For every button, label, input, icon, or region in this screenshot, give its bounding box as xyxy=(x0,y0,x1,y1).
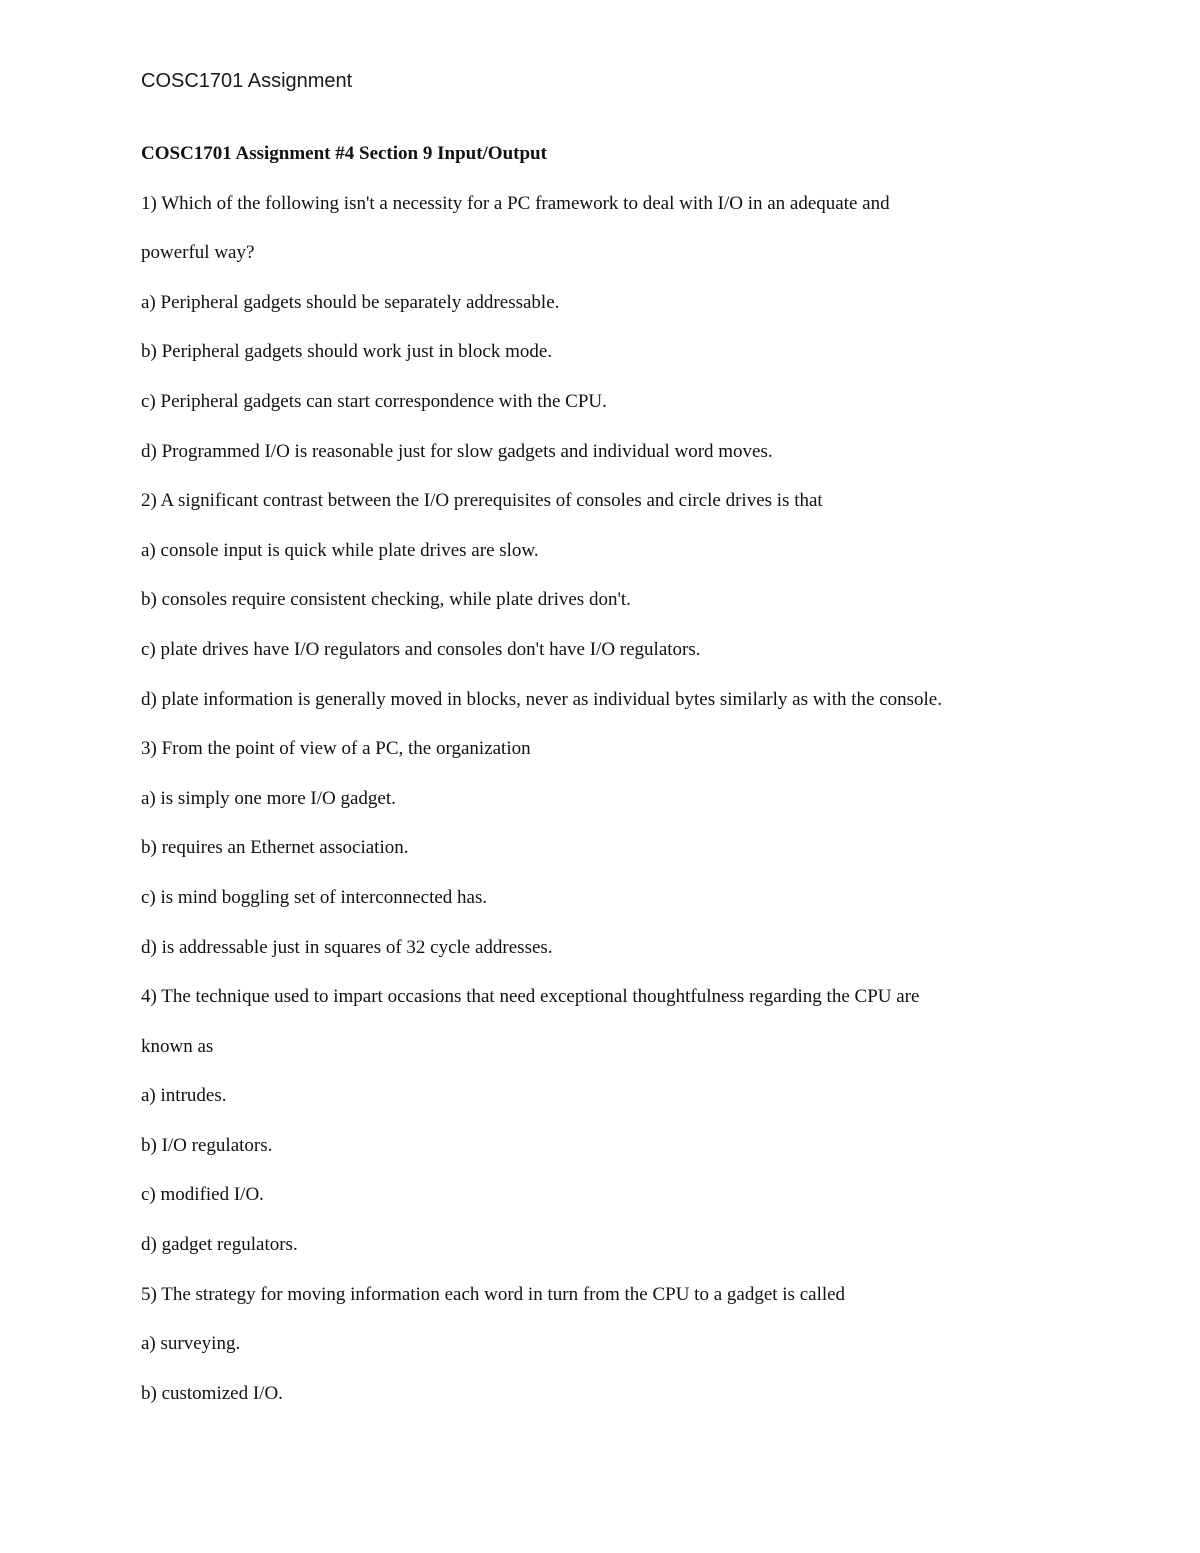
question-4-option-d: d) gadget regulators. xyxy=(141,1234,298,1256)
question-4-option-c: c) modified I/O. xyxy=(141,1184,264,1206)
question-5-option-a: a) surveying. xyxy=(141,1333,241,1355)
question-3-option-b: b) requires an Ethernet association. xyxy=(141,837,409,859)
question-3: 3) From the point of view of a PC, the organization xyxy=(141,738,531,760)
document-body xyxy=(141,140,1141,1429)
question-1-option-d: d) Programmed I/O is reasonable just for slow gadgets and individual word moves. xyxy=(141,440,773,462)
question-5-option-b: b) customized I/O. xyxy=(141,1382,283,1404)
question-4-line-2: known as xyxy=(141,1035,214,1057)
question-4-option-b: b) I/O regulators. xyxy=(141,1134,273,1156)
question-4-option-a: a) intrudes. xyxy=(141,1085,227,1107)
question-1-line-2: powerful way? xyxy=(141,242,255,264)
question-3-option-a: a) is simply one more I/O gadget. xyxy=(141,787,396,809)
question-1-option-a: a) Peripheral gadgets should be separately addressable. xyxy=(141,291,560,313)
question-5: 5) The strategy for moving information each word in turn from the CPU to a gadget is called xyxy=(141,1283,846,1305)
question-3-option-c: c) is mind boggling set of interconnected has. xyxy=(141,886,488,908)
question-1-option-c: c) Peripheral gadgets can start correspondence with the CPU. xyxy=(141,390,607,412)
question-2: 2) A significant contrast between the I/O prerequisites of consoles and circle drives is that xyxy=(141,490,823,512)
question-1-option-b: b) Peripheral gadgets should work just in block mode. xyxy=(141,341,553,363)
question-2-option-b: b) consoles require consistent checking, while plate drives don't. xyxy=(141,589,631,611)
document-title: COSC1701 Assignment #4 Section 9 Input/Output xyxy=(141,143,547,164)
question-2-option-a: a) console input is quick while plate drives are slow. xyxy=(141,539,539,561)
running-header: COSC1701 Assignment xyxy=(141,70,353,92)
question-3-option-d: d) is addressable just in squares of 32 cycle addresses. xyxy=(141,936,553,958)
question-2-option-c: c) plate drives have I/O regulators and consoles don't have I/O regulators. xyxy=(141,638,701,660)
question-2-option-d: d) plate information is generally moved in blocks, never as individual bytes similarly as with the console. xyxy=(141,688,942,710)
question-1-line-1: 1) Which of the following isn't a necessity for a PC framework to deal with I/O in an adequate and xyxy=(141,192,890,214)
question-4-line-1: 4) The technique used to impart occasions that need exceptional thoughtfulness regarding the CPU are xyxy=(141,986,920,1008)
